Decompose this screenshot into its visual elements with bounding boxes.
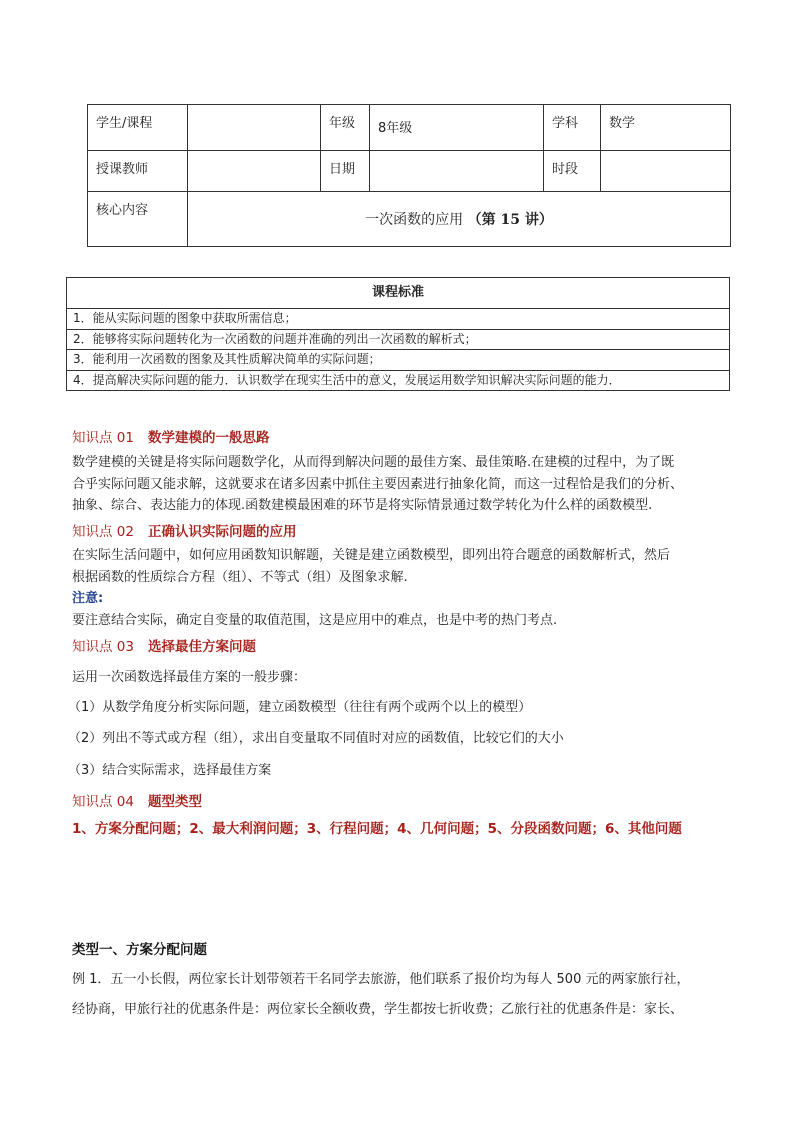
period-label: 时段: [544, 151, 601, 192]
kp1-line: 合乎实际问题又能求解，这就要求在诸多因素中抓住主要因素进行抽象化简，而这一过程恰是我们的分析、: [72, 476, 684, 492]
kp1-body: [72, 452, 722, 517]
teacher-value: [188, 151, 321, 192]
kp1-heading: [72, 426, 269, 446]
kp3-step: （2）列出不等式或方程（组），求出自变量取不同值时对应的函数值，比较它们的大小: [68, 731, 564, 746]
type1-body: [72, 965, 722, 1025]
standard-item: 4．提高解决实际问题的能力．认识数学在现实生活中的意义，发展运用数学知识解决实际问题的能力．: [73, 372, 621, 387]
date-label: 日期: [321, 151, 370, 192]
kp1-number: 知识点 01: [72, 430, 134, 446]
kp2-note-label: 注意:: [72, 591, 104, 606]
core-lecture: （第 15 讲）: [467, 212, 553, 228]
kp2-body: [72, 545, 722, 631]
kp2-name: 正确认识实际问题的应用: [147, 524, 297, 540]
type1-line: 经协商，甲旅行社的优惠条件是：两位家长全额收费，学生都按七折收费；乙旅行社的优惠条件是：家长、: [72, 1002, 684, 1017]
curriculum-standards-box: [66, 277, 730, 391]
kp4-name: 题型类型: [147, 794, 202, 810]
kp3-intro: 运用一次函数选择最佳方案的一般步骤：: [72, 670, 307, 685]
kp4-number: 知识点 04: [72, 794, 134, 810]
kp4-heading: [72, 790, 202, 810]
kp2-line: 在实际生活问题中，如何应用函数知识解题，关键是建立函数模型，即列出符合题意的函数解析式，然后: [72, 548, 671, 563]
type1-line: 例 1．五一小长假，两位家长计划带领若干名同学去旅游，他们联系了报价均为每人 500 元的两家旅行社，: [72, 972, 690, 987]
standard-item: 1．能从实际问题的图象中获取所需信息；: [67, 309, 729, 330]
kp3-heading: [72, 635, 256, 655]
kp2-note-text: 要注意结合实际，确定自变量的取值范围，这是应用中的难点，也是中考的热门考点.: [72, 612, 558, 628]
course-info-table: [87, 104, 731, 247]
subject-value: 数学: [601, 105, 731, 151]
kp2-line: 根据函数的性质综合方程（组）、不等式（组）及图象求解.: [72, 569, 408, 585]
student-label: 学生/课程: [88, 105, 188, 151]
kp2-heading: [72, 520, 296, 540]
core-title: 一次函数的应用: [365, 212, 464, 228]
kp1-line: 数学建模的关键是将实际问题数学化，从而得到解决问题的最佳方案、最佳策略.在建模的过程中，为了既: [72, 455, 675, 470]
kp4-types: 1、方案分配问题；2、最大利润问题；3、行程问题；4、几何问题；5、分段函数问题；6、其他问题: [72, 821, 682, 837]
standards-title: 课程标准: [67, 278, 729, 309]
kp1-line: 抽象、综合、表达能力的体现.函数建模最困难的环节是将实际情景通过数学转化为什么样的函数模型.: [72, 498, 653, 513]
kp3-name: 选择最佳方案问题: [147, 639, 256, 655]
subject-label: 学科: [544, 105, 601, 151]
type1-title: 类型一、方案分配问题: [72, 942, 207, 958]
kp2-number: 知识点 02: [72, 524, 134, 540]
kp3-step: （3）结合实际需求，选择最佳方案: [68, 763, 272, 778]
period-value: [601, 151, 731, 192]
kp1-name: 数学建模的一般思路: [147, 430, 270, 446]
student-value: [188, 105, 321, 151]
core-content: [188, 192, 731, 247]
grade-label: 年级: [321, 105, 370, 151]
grade-value: 8年级: [370, 105, 544, 151]
teacher-label: 授课教师: [88, 151, 188, 192]
standard-item: 3．能利用一次函数的图象及其性质解决简单的实际问题；: [67, 350, 729, 371]
standard-item: 2．能够将实际问题转化为一次函数的问题并准确的列出一次函数的解析式；: [67, 330, 729, 351]
kp3-number: 知识点 03: [72, 639, 134, 655]
core-label: 核心内容: [88, 192, 188, 247]
kp3-step: （1）从数学角度分析实际问题，建立函数模型（往往有两个或两个以上的模型）: [68, 700, 532, 715]
date-value: [370, 151, 544, 192]
